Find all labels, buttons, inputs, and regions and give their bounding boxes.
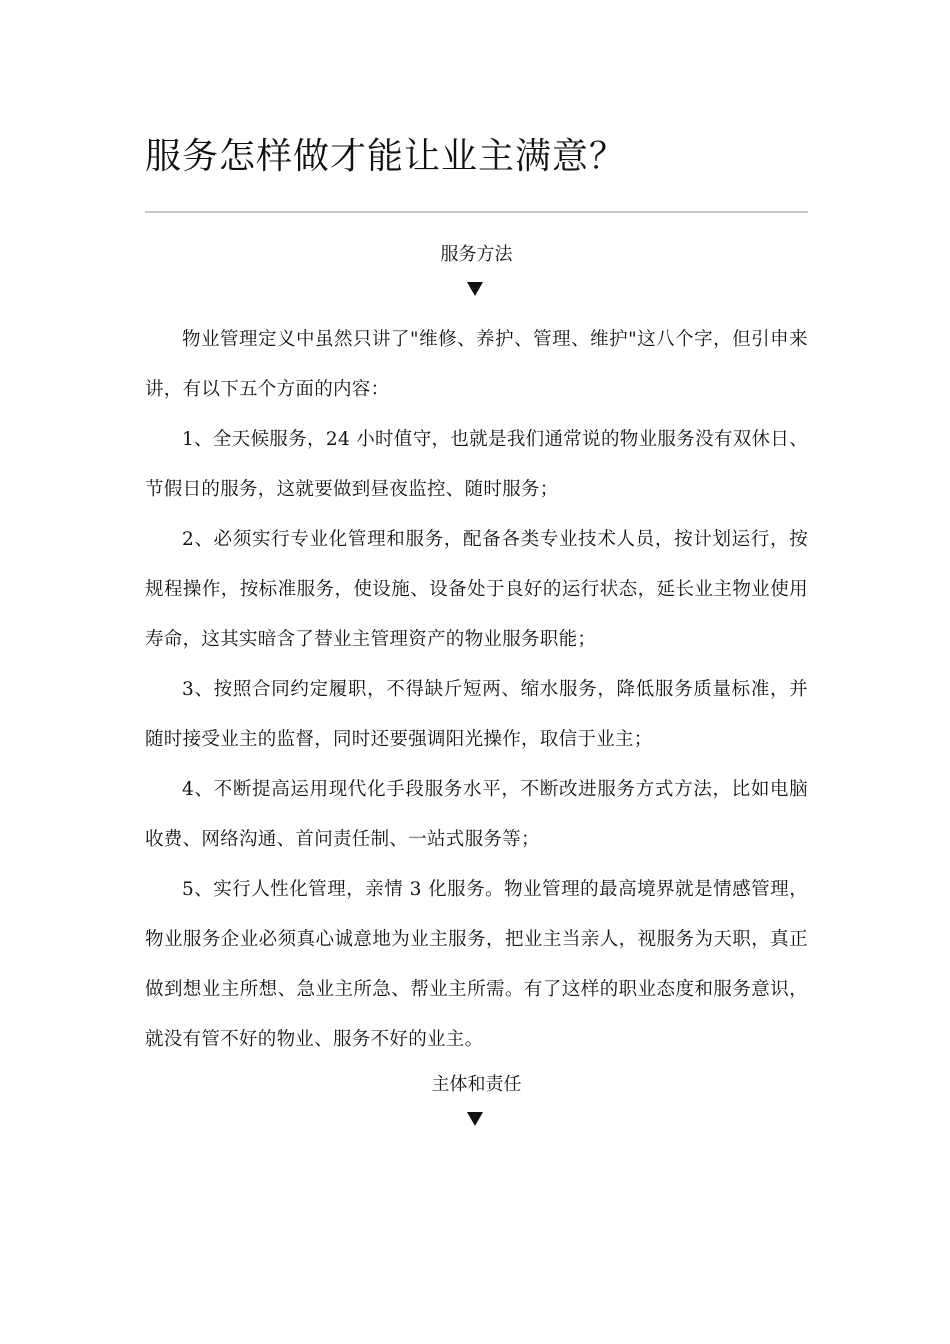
paragraph-intro: 物业管理定义中虽然只讲了"维修、养护、管理、维护"这八个字，但引申来讲，有以下五个方面的内容： (145, 329, 808, 400)
page-title: 服务怎样做才能让业主满意？ (145, 136, 627, 177)
paragraph-item-5: 5、实行人性化管理，亲情 3 化服务。物业管理的最高境界就是情感管理，物业服务企业必须真心诚意地为业主服务，把业主当亲人，视服务为天职，真正做到想业主所想、急业主所急、帮业主所需。有了这样的职业态度和服务意识，就没有管不好的物业、服务不好的业主。 (145, 879, 808, 1050)
down-triangle-icon (467, 1112, 483, 1126)
title-divider (145, 211, 808, 213)
paragraph-item-4: 4、不断提高运用现代化手段服务水平，不断改进服务方式方法，比如电脑收费、网络沟通、首问责任制、一站式服务等； (145, 779, 808, 850)
paragraph-item-2: 2、必须实行专业化管理和服务，配备各类专业技术人员，按计划运行，按规程操作，按标准服务，使设施、设备处于良好的运行状态，延长业主物业使用寿命，这其实暗含了替业主管理资产的物业服务职能； (145, 529, 808, 650)
paragraph-item-1: 1、全天候服务，24 小时值守，也就是我们通常说的物业服务没有双休日、节假日的服务，这就要做到昼夜监控、随时服务； (145, 429, 808, 500)
section-heading-methods: 服务方法 (440, 244, 513, 265)
section-heading-responsibility: 主体和责任 (431, 1074, 522, 1095)
paragraph-item-3: 3、按照合同约定履职，不得缺斤短两、缩水服务，降低服务质量标准，并随时接受业主的监督，同时还要强调阳光操作，取信于业主； (145, 679, 808, 750)
article-body (145, 315, 808, 1065)
down-triangle-icon (467, 282, 483, 296)
